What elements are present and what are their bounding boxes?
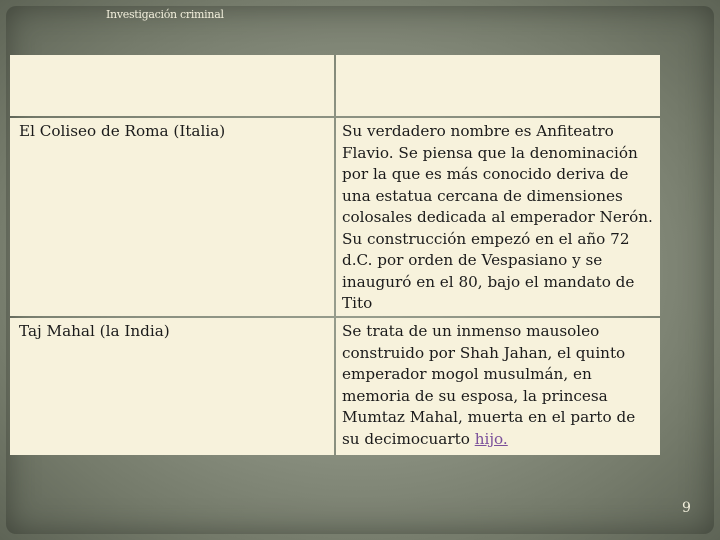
table-row-2-description-cell (336, 318, 660, 455)
hijo-link[interactable]: hijo. (474, 429, 508, 448)
table-row-2-description: Se trata de un inmenso mausoleo construido por Shah Jahan, el quinto emperador mogol musulmán, en memoria de su esposa, la princesa Mumtaz Mahal, muerta en el parto de su decimocuarto (342, 322, 636, 448)
table-row-1-description: Su verdadero nombre es Anfiteatro Flavio. Se piensa que la denominación por la que es más conocido deriva de una estatua cercana de dimensiones colosales dedicada al emperador Nerón. Su construcción empezó en el año 72 d.C. por orden de Vespasiano y se inauguró en el 80, bajo el mandato de Tito (342, 122, 653, 312)
table-row-1-place: El Coliseo de Roma (Italia) (19, 122, 226, 140)
table-row-2-place-cell (10, 318, 334, 455)
table-row-1-place-cell (10, 118, 334, 316)
table-header-empty-cell (10, 55, 334, 116)
table-row-2-place: Taj Mahal (la India) (19, 322, 170, 340)
page-number: 9 (682, 500, 691, 516)
table-header-label-2: característica (343, 65, 445, 81)
slide-header: Investigación criminal (106, 8, 224, 21)
table-header-cell (336, 55, 660, 116)
table-row-1-description-cell (336, 118, 660, 316)
